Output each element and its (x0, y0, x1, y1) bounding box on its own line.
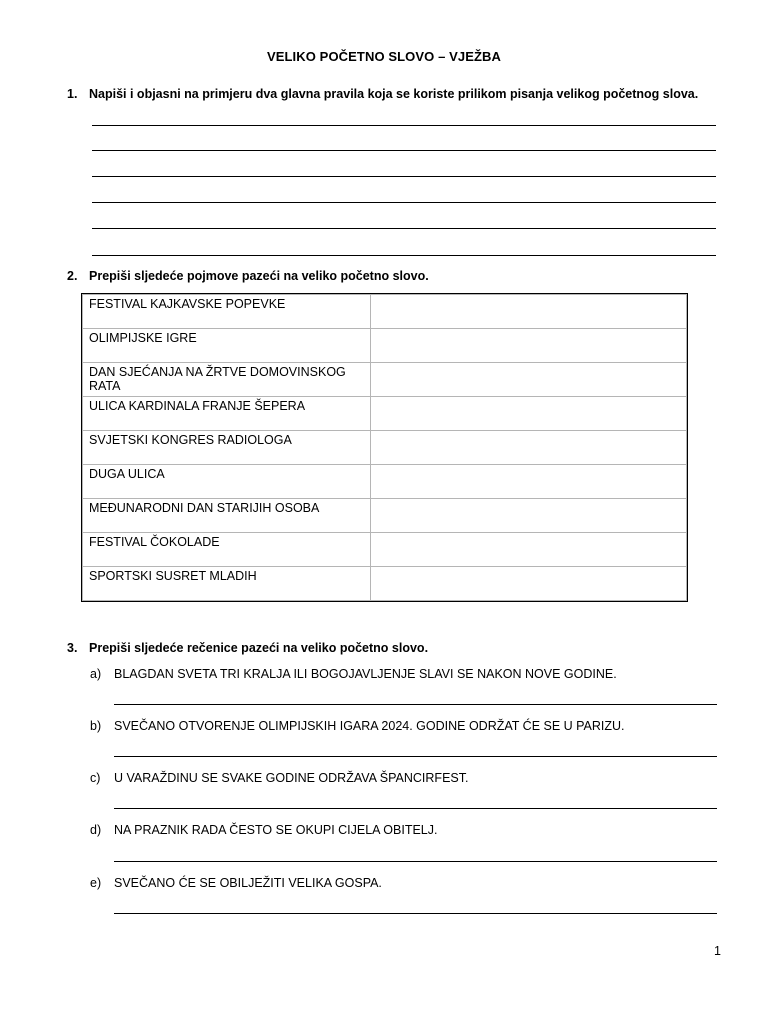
answer-line[interactable] (114, 913, 717, 914)
item-label: d) (90, 823, 102, 837)
answer-cell[interactable] (371, 567, 687, 601)
item-text: SVEČANO ĆE SE OBILJEŽITI VELIKA GOSPA. (114, 876, 382, 890)
table-row (83, 465, 687, 499)
table-row (83, 363, 687, 397)
item-text: SVEČANO OTVORENJE OLIMPIJSKIH IGARA 2024. GODINE ODRŽAT ĆE SE U PARIZU. (114, 719, 625, 733)
answer-cell[interactable] (371, 329, 687, 363)
answer-cell[interactable] (371, 363, 687, 397)
question-text: Prepiši sljedeće pojmove pazeći na veliko početno slovo. (89, 269, 429, 283)
page-number: 1 (714, 944, 721, 958)
answer-line[interactable] (92, 125, 716, 126)
table-row (83, 329, 687, 363)
question-number: 2. (67, 269, 78, 283)
term-cell: SVJETSKI KONGRES RADIOLOGA (83, 431, 371, 465)
answer-cell[interactable] (371, 431, 687, 465)
term-cell: ULICA KARDINALA FRANJE ŠEPERA (83, 397, 371, 431)
term-cell: MEĐUNARODNI DAN STARIJIH OSOBA (83, 499, 371, 533)
answer-line[interactable] (92, 255, 716, 256)
question-number: 3. (67, 641, 78, 655)
question-number: 1. (67, 87, 78, 101)
question-text: Prepiši sljedeće rečenice pazeći na veliko početno slovo. (89, 641, 429, 655)
table-row (83, 567, 687, 601)
term-cell: DAN SJEĆANJA NA ŽRTVE DOMOVINSKOG RATA (83, 363, 371, 397)
answer-cell[interactable] (371, 295, 687, 329)
item-label: a) (90, 667, 102, 681)
answer-line[interactable] (92, 150, 716, 151)
table-row (83, 397, 687, 431)
term-cell: FESTIVAL ČOKOLADE (83, 533, 371, 567)
answer-line[interactable] (114, 756, 717, 757)
answer-cell[interactable] (371, 533, 687, 567)
answer-line[interactable] (92, 202, 716, 203)
answer-line[interactable] (114, 861, 717, 862)
table-row (83, 533, 687, 567)
answer-cell[interactable] (371, 465, 687, 499)
terms-table (82, 294, 687, 601)
page-title: VELIKO POČETNO SLOVO – VJEŽBA (266, 49, 502, 64)
table-row (83, 499, 687, 533)
term-cell: OLIMPIJSKE IGRE (83, 329, 371, 363)
term-cell: FESTIVAL KAJKAVSKE POPEVKE (83, 295, 371, 329)
term-cell: SPORTSKI SUSRET MLADIH (83, 567, 371, 601)
item-label: c) (90, 771, 101, 785)
answer-line[interactable] (92, 228, 716, 229)
item-text: BLAGDAN SVETA TRI KRALJA ILI BOGOJAVLJENJE SLAVI SE NAKON NOVE GODINE. (114, 667, 617, 681)
term-cell: DUGA ULICA (83, 465, 371, 499)
item-text: U VARAŽDINU SE SVAKE GODINE ODRŽAVA ŠPANCIRFEST. (114, 771, 469, 785)
table-row (83, 431, 687, 465)
answer-line[interactable] (92, 176, 716, 177)
item-label: e) (90, 876, 102, 890)
item-label: b) (90, 719, 102, 733)
question-text: Napiši i objasni na primjeru dva glavna pravila koja se koriste prilikom pisanja velikog početnog slova. (89, 87, 699, 101)
answer-line[interactable] (114, 808, 717, 809)
item-text: NA PRAZNIK RADA ČESTO SE OKUPI CIJELA OBITELJ. (114, 823, 438, 837)
answer-cell[interactable] (371, 499, 687, 533)
answer-line[interactable] (114, 704, 717, 705)
answer-cell[interactable] (371, 397, 687, 431)
table-row (83, 295, 687, 329)
